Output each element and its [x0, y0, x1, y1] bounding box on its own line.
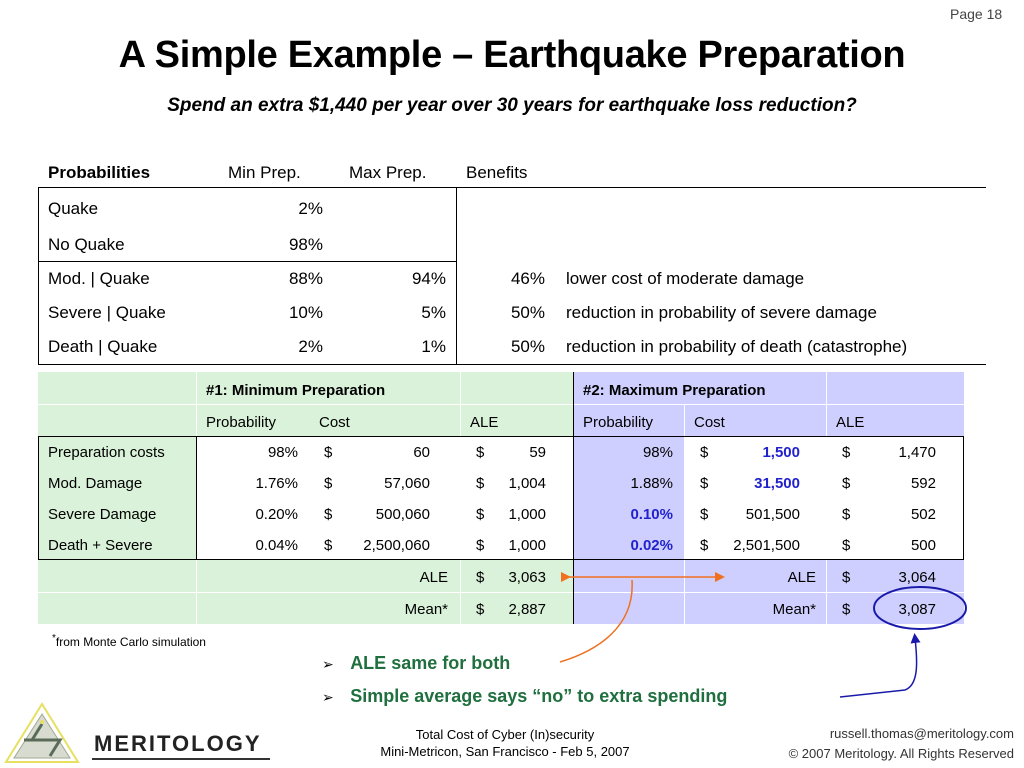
footnote-marker: *: [52, 633, 56, 644]
currency-sign: $: [324, 444, 333, 461]
row-label: Severe Damage: [48, 506, 157, 523]
currency-sign: $: [324, 475, 333, 492]
bullet-text: ALE same for both: [350, 653, 511, 673]
min-cost: 500,060: [375, 506, 430, 523]
summary-label: Mean*: [772, 601, 816, 618]
min-ale: 1,000: [508, 537, 546, 554]
author-email: russell.thomas@meritology.com: [829, 726, 1014, 741]
footnote: [52, 633, 206, 649]
summary-label: ALE: [787, 569, 816, 586]
currency-sign: $: [842, 506, 851, 523]
prob-header-min-prep: Min Prep.: [228, 163, 301, 182]
currency-sign: $: [324, 537, 333, 554]
subheader-ale: ALE: [470, 414, 499, 431]
footer-title: [350, 726, 660, 760]
max-cost: 2,501,500: [733, 537, 800, 554]
currency-sign: $: [476, 537, 485, 554]
currency-sign: $: [476, 444, 485, 461]
subheader-cost: Cost: [319, 414, 350, 431]
subheader-probability: Probability: [206, 414, 277, 431]
arrow-bullet-icon: ➢: [322, 689, 334, 705]
max-cost: 1,500: [762, 444, 800, 461]
max-ale: 500: [910, 537, 936, 554]
currency-sign: $: [842, 537, 851, 554]
prob-row-min: 98%: [288, 235, 323, 254]
summary-label: Mean*: [404, 601, 448, 618]
footer-line: Total Cost of Cyber (In)security: [415, 727, 595, 742]
max-ale: 1,470: [898, 444, 936, 461]
max-probability: 98%: [642, 444, 673, 461]
subheader-probability: Probability: [583, 414, 654, 431]
copyright-text: 2007 Meritology. All Rights Reserved: [801, 746, 1014, 761]
bullet-item: [322, 686, 727, 707]
prob-row-max: 1%: [421, 337, 446, 356]
max-ale: 502: [910, 506, 936, 523]
footer-line: Mini-Metricon, San Francisco - Feb 5, 2007: [380, 744, 630, 759]
mean-callout-arrow: [840, 638, 917, 697]
min-cost: 57,060: [384, 475, 430, 492]
prob-row-min: 88%: [288, 269, 323, 288]
prob-row-benefit-desc: lower cost of moderate damage: [566, 269, 805, 288]
max-cost: 501,500: [745, 506, 800, 523]
min-cost: 60: [413, 444, 430, 461]
min-probability: 0.04%: [255, 537, 298, 554]
prob-header-max-prep: Max Prep.: [349, 163, 427, 182]
max-summary-value: 3,087: [898, 601, 936, 618]
min-summary-value: 3,063: [508, 569, 546, 586]
prob-row-benefit-pct: 50%: [510, 337, 545, 356]
meritology-logo-icon: [2, 700, 82, 766]
currency-sign: $: [476, 506, 485, 523]
summary-label: ALE: [419, 569, 448, 586]
prob-row-min: 10%: [288, 303, 323, 322]
bullet-item: [322, 653, 510, 674]
row-label: Mod. Damage: [48, 475, 143, 492]
prob-row-max: 5%: [421, 303, 446, 322]
ale-callout-line: [560, 580, 632, 662]
copyright-icon: ©: [788, 746, 799, 761]
min-probability: 98%: [267, 444, 298, 461]
currency-sign: $: [700, 475, 709, 492]
currency-sign: $: [700, 537, 709, 554]
slide-title: A Simple Example – Earthquake Preparation: [118, 34, 906, 76]
min-cost: 2,500,060: [363, 537, 430, 554]
page-number: Page 18: [950, 6, 1003, 22]
logo-underline: [92, 758, 270, 760]
currency-sign: $: [476, 601, 485, 618]
row-label: Death + Severe: [48, 537, 153, 554]
prob-row-benefit-desc: reduction in probability of severe damage: [566, 303, 877, 322]
prob-row-label: Death | Quake: [48, 337, 158, 356]
max-ale: 592: [910, 475, 936, 492]
prob-header-benefits: Benefits: [466, 163, 528, 182]
subheader-ale: ALE: [836, 414, 865, 431]
currency-sign: $: [842, 569, 851, 586]
max-probability: 1.88%: [630, 475, 673, 492]
max-probability: 0.02%: [630, 537, 673, 554]
prob-row-min: 2%: [298, 199, 323, 218]
footnote-text: from Monte Carlo simulation: [55, 635, 206, 649]
group-header-min: #1: Minimum Preparation: [206, 382, 386, 399]
max-summary-value: 3,064: [898, 569, 936, 586]
currency-sign: $: [700, 444, 709, 461]
prob-row-label: Mod. | Quake: [48, 269, 150, 288]
min-probability: 0.20%: [255, 506, 298, 523]
prob-row-benefit-pct: 50%: [510, 303, 545, 322]
min-ale: 1,004: [508, 475, 546, 492]
logo-wordmark: MERITOLOGY: [94, 731, 262, 756]
subheader-cost: Cost: [694, 414, 725, 431]
mean-highlight-circle: [874, 587, 966, 629]
slide-subtitle: Spend an extra $1,440 per year over 30 years for earthquake loss reduction?: [167, 95, 857, 116]
prob-row-min: 2%: [298, 337, 323, 356]
min-ale: 1,000: [508, 506, 546, 523]
currency-sign: $: [700, 506, 709, 523]
currency-sign: $: [842, 475, 851, 492]
currency-sign: $: [842, 601, 851, 618]
currency-sign: $: [324, 506, 333, 523]
max-probability: 0.10%: [630, 506, 673, 523]
row-label: Preparation costs: [48, 444, 165, 461]
prob-row-label: Quake: [48, 199, 99, 218]
max-cost: 31,500: [754, 475, 800, 492]
copyright: [740, 746, 1014, 761]
prob-row-label: No Quake: [48, 235, 125, 254]
bullet-text: Simple average says “no” to extra spending: [350, 686, 728, 706]
currency-sign: $: [476, 475, 485, 492]
prob-header-probabilities: Probabilities: [48, 163, 151, 182]
currency-sign: $: [476, 569, 485, 586]
prob-row-benefit-desc: reduction in probability of death (catastrophe): [566, 337, 908, 356]
currency-sign: $: [842, 444, 851, 461]
min-summary-value: 2,887: [508, 601, 546, 618]
min-ale: 59: [529, 444, 546, 461]
min-probability: 1.76%: [255, 475, 298, 492]
prob-row-label: Severe | Quake: [48, 303, 166, 322]
prob-row-max: 94%: [411, 269, 446, 288]
group-header-max: #2: Maximum Preparation: [583, 382, 766, 399]
arrow-bullet-icon: ➢: [322, 656, 334, 672]
prob-row-benefit-pct: 46%: [510, 269, 545, 288]
